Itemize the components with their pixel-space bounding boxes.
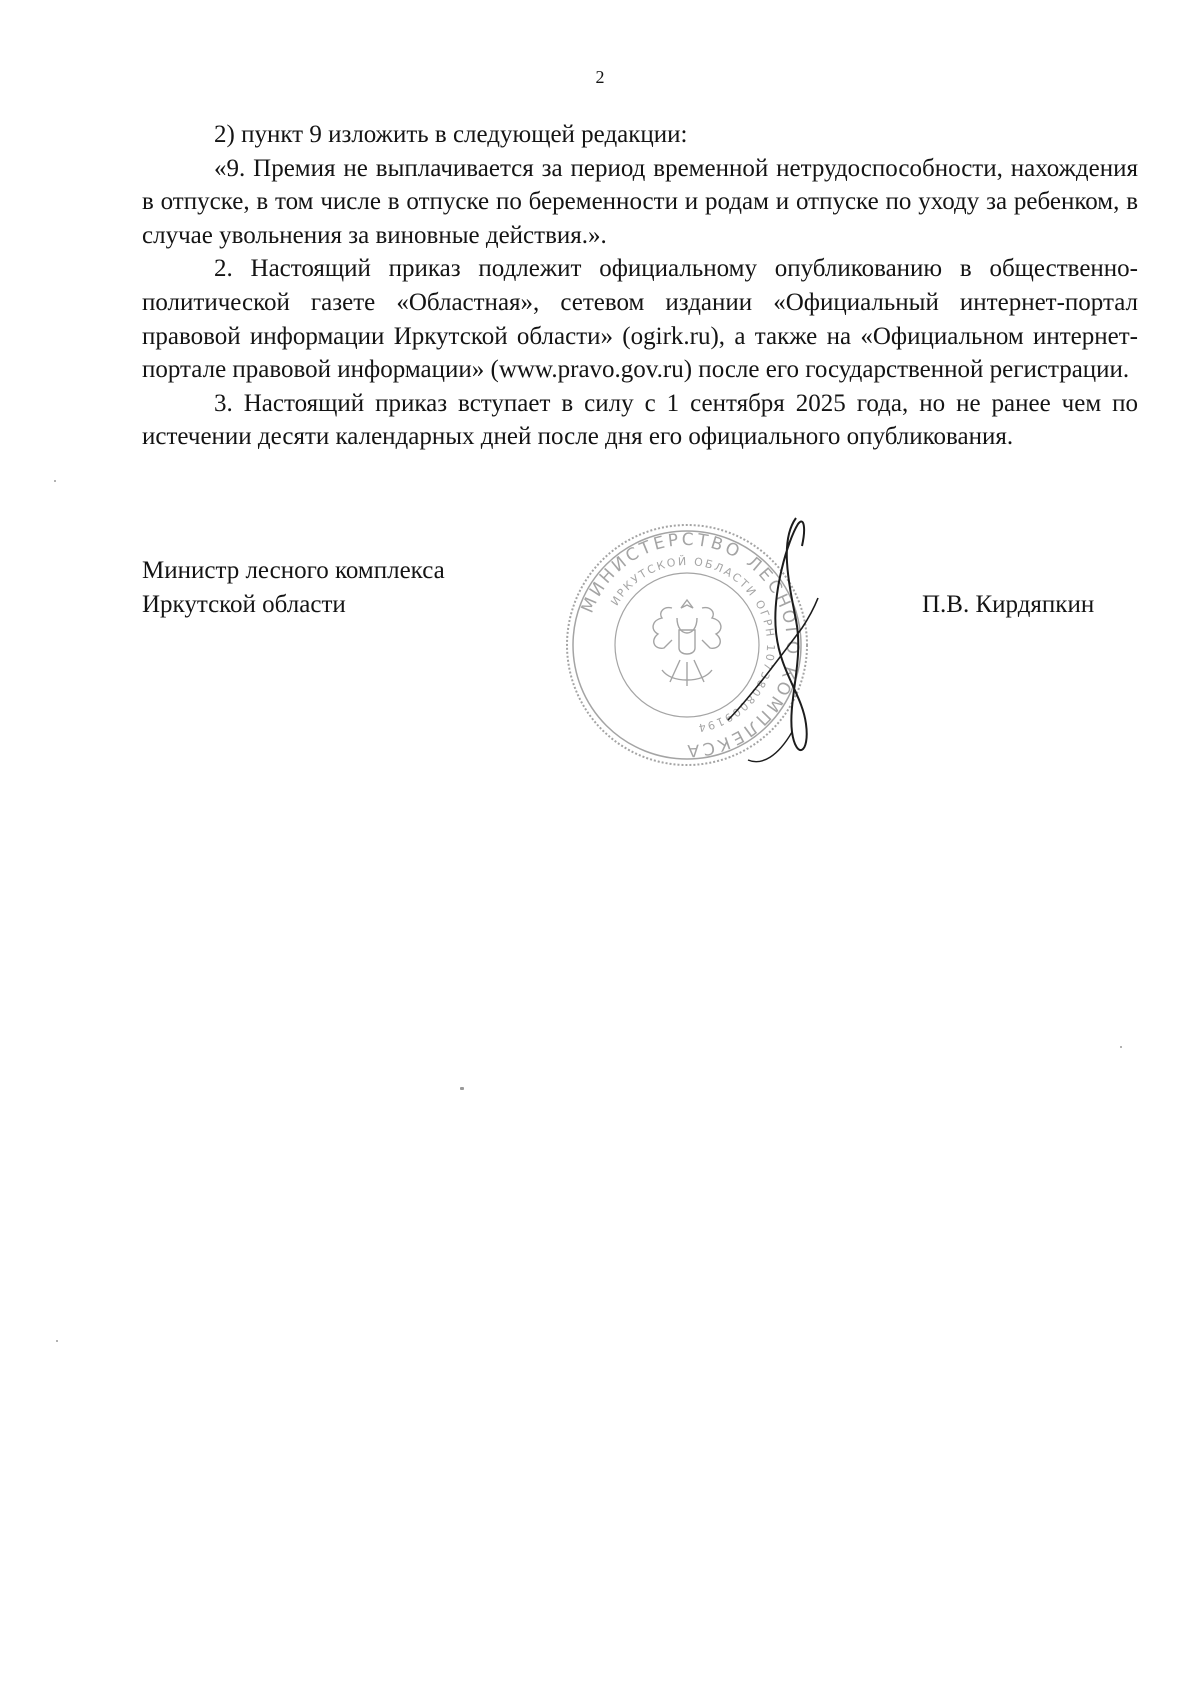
signatory-name: П.В. Кирдяпкин <box>922 591 1095 618</box>
scan-speck <box>54 480 56 482</box>
paragraph-amendment-intro: 2) пункт 9 изложить в следующей редакции: <box>214 121 688 148</box>
seal-inner-text: ИРКУТСКОЙ ОБЛАСТИ ОГРН 1073808009194 <box>608 554 778 735</box>
handwritten-signature-icon <box>718 510 868 780</box>
scan-speck <box>1120 1046 1122 1048</box>
page-number: 2 <box>595 67 605 87</box>
paragraph-item-9: «9. Премия не выплачивается за период временной нетрудоспособности, нахождения в отпуске, в том числе в отпуске по беременности и родам и отпуске по уходу за ребенком, в случае увольнения за виновные действия.». <box>142 154 1138 249</box>
coat-of-arms-icon <box>653 600 721 686</box>
signatory-position-line2: Иркутской области <box>142 590 346 618</box>
signatory-position <box>142 554 445 621</box>
paragraph-effective-date: 3. Настоящий приказ вступает в силу с 1 сентября 2025 года, но не ранее чем по истечении десяти календарных дней после дня его официального опубликования. <box>142 389 1138 451</box>
document-body <box>142 118 1138 454</box>
signatory-position-line1: Министр лесного комплекса <box>142 557 445 584</box>
seal-outer-text: МИНИСТЕРСТВО ЛЕСНОГО КОМПЛЕКСА <box>577 529 803 761</box>
scan-speck <box>460 1087 464 1090</box>
scan-speck <box>56 1340 58 1342</box>
paragraph-publication: 2. Настоящий приказ подлежит официальному опубликованию в общественно-политической газете «Областная», сетевом издании «Официальный интернет-портал правовой информации Иркутской области» (ogirk.ru), а также на «Официальном интернет-портале правовой информации» (www.pravo.gov.ru) после его государственной регистрации. <box>142 255 1138 384</box>
